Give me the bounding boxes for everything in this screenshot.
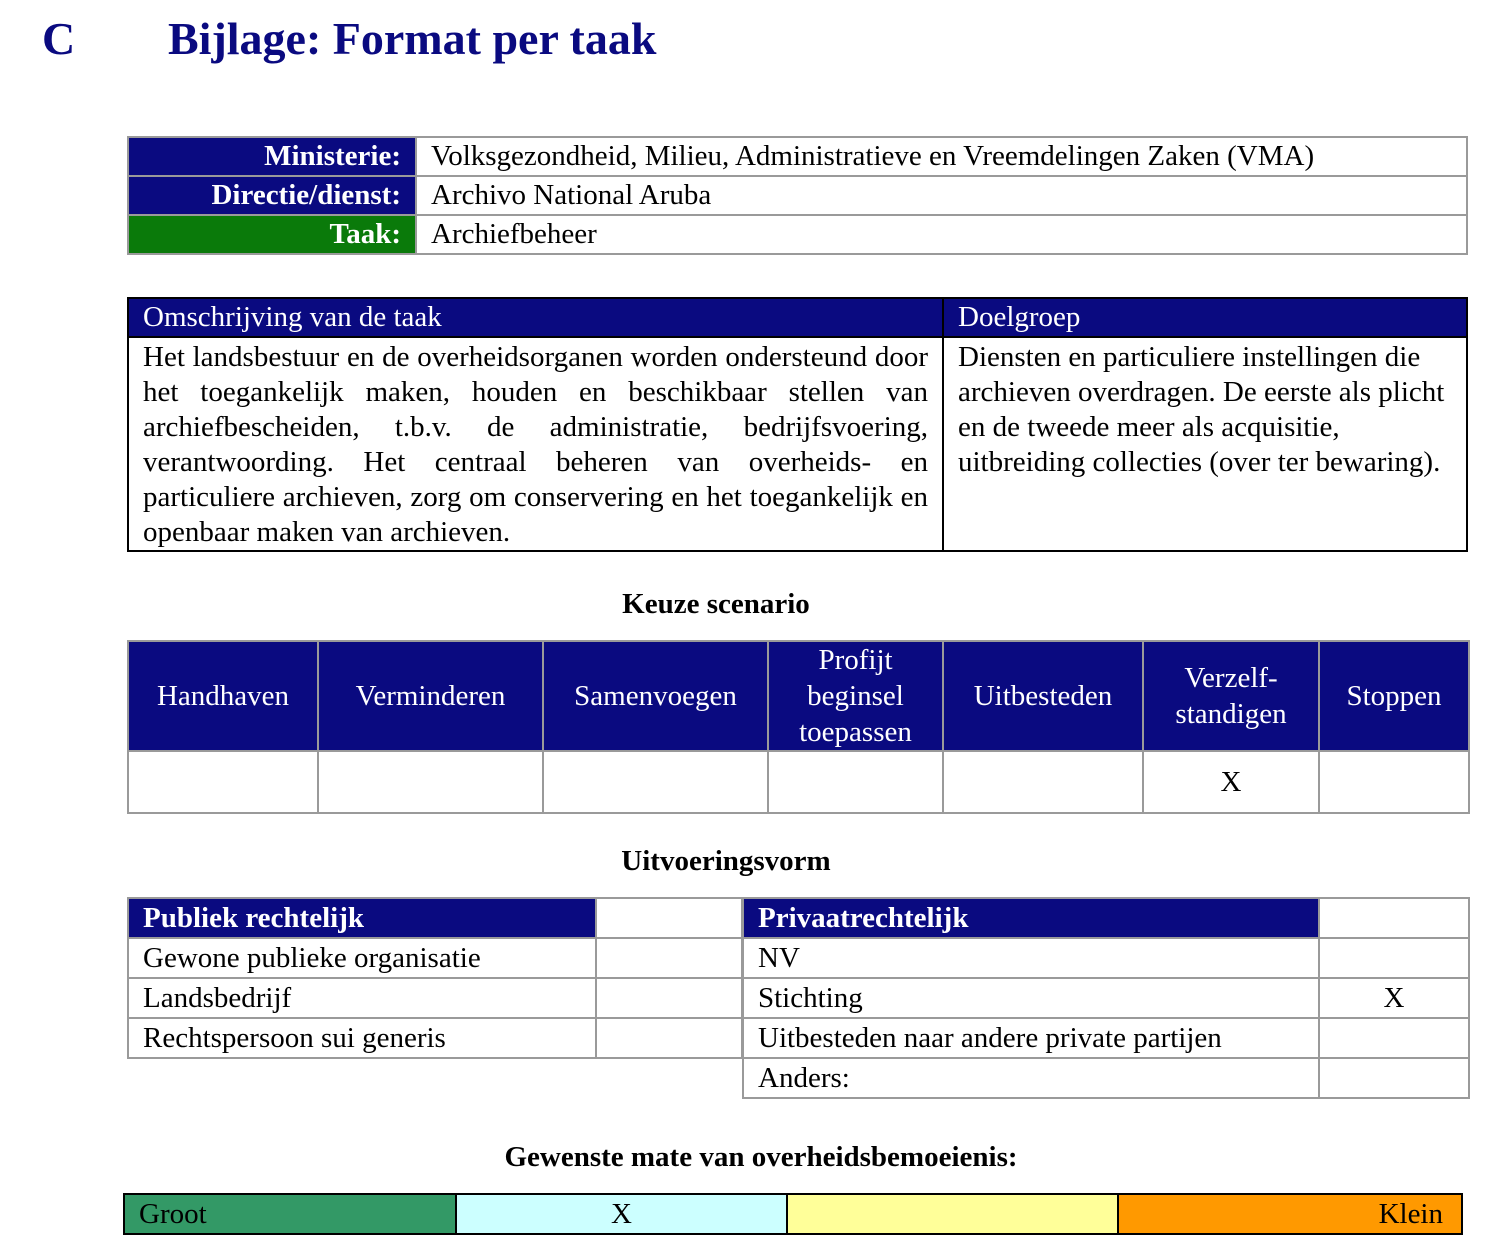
scenario-col-uitbesteden	[943, 641, 1143, 751]
publiek-header: Publiek rechtelijk	[128, 898, 596, 938]
scenario-col-label-line: Profijt	[818, 644, 893, 676]
info-row-directie	[128, 176, 1467, 215]
scenario-mark-handhaven	[128, 751, 318, 813]
scale-segment-klein: Klein	[1119, 1195, 1461, 1233]
doelgroep-header: Doelgroep	[943, 298, 1467, 337]
scenario-col-label-line: toepassen	[799, 716, 912, 748]
publiek-table	[127, 897, 743, 1059]
scenario-mark-uitbesteden	[943, 751, 1143, 813]
taak-value: Archiefbeheer	[416, 215, 1467, 254]
privaat-row-label: NV	[743, 938, 1319, 978]
privaat-row-mark	[1319, 938, 1469, 978]
taak-label: Taak:	[128, 215, 416, 254]
privaat-row-mark	[1319, 1058, 1469, 1098]
privaat-row-mark	[1319, 1018, 1469, 1058]
privaat-row-label: Uitbesteden naar andere private partijen	[743, 1018, 1319, 1058]
appendix-letter: C	[42, 13, 76, 64]
scenario-col-samenvoegen	[543, 641, 768, 751]
scenario-col-label: Handhaven	[156, 680, 290, 712]
scenario-col-label: Verminderen	[355, 680, 506, 712]
scenario-col-stoppen	[1319, 641, 1469, 751]
bemoeienis-title: Gewenste mate van overheidsbemoeienis:	[504, 1141, 1018, 1173]
publiek-row-mark	[596, 1018, 742, 1058]
privaat-row-label: Anders:	[743, 1058, 1319, 1098]
scenario-col-label-line: standigen	[1175, 698, 1287, 730]
scenario-col-handhaven	[128, 641, 318, 751]
directie-label: Directie/dienst:	[128, 176, 416, 215]
scenario-mark-stoppen	[1319, 751, 1469, 813]
scenario-mark-verminderen	[318, 751, 543, 813]
description-table	[127, 297, 1468, 552]
directie-value: Archivo National Aruba	[416, 176, 1467, 215]
task-info-table	[127, 136, 1468, 255]
scenario-title: Keuze scenario	[622, 588, 810, 620]
scenario-col-verzelfstandigen	[1143, 641, 1319, 751]
scenario-mark-samenvoegen	[543, 751, 768, 813]
scenario-table	[127, 640, 1470, 814]
scenario-col-label: Stoppen	[1346, 680, 1442, 712]
privaat-row-mark: X	[1319, 978, 1469, 1018]
scenario-col-label-line: beginsel	[807, 680, 904, 712]
privaat-header: Privaatrechtelijk	[743, 898, 1319, 938]
ministerie-label: Ministerie:	[128, 137, 416, 176]
scenario-mark-profijt	[768, 751, 943, 813]
publiek-row-mark	[596, 978, 742, 1018]
scale-segment-groot: Groot	[125, 1195, 457, 1233]
scale-segment-3	[788, 1195, 1119, 1233]
publiek-header-mark	[596, 898, 742, 938]
scenario-col-verminderen	[318, 641, 543, 751]
publiek-row-label: Landsbedrijf	[128, 978, 596, 1018]
omschrijving-header: Omschrijving van de taak	[128, 298, 943, 337]
publiek-row-label: Rechtspersoon sui generis	[128, 1018, 596, 1058]
page-title: Bijlage: Format per taak	[168, 13, 657, 64]
scenario-col-label-line: Verzelf-	[1184, 662, 1278, 694]
info-row-taak	[128, 215, 1467, 254]
doelgroep-text: Diensten en particuliere instellingen die archieven overdragen. De eerste als plicht en de tweede meer als acquisitie, uitbreiding collecties (over ter bewaring).	[943, 337, 1467, 551]
scenario-col-label: Uitbesteden	[973, 680, 1113, 712]
info-row-ministerie	[128, 137, 1467, 176]
uitvoeringsvorm-title: Uitvoeringsvorm	[621, 845, 831, 877]
publiek-row-mark	[596, 938, 742, 978]
scenario-col-label: Samenvoegen	[574, 680, 737, 712]
omschrijving-text: Het landsbestuur en de overheidsorganen worden ondersteund door het toegankelijk maken, houden en beschikbaar stellen van archiefbescheiden, t.b.v. de administratie, bedrijfsvoering, verantwoording. Het centraal beheren van overheids- en particuliere archieven, zorg om conservering en het toegankelijk en openbaar maken van archieven.	[128, 337, 943, 551]
scenario-mark-verzelfstandigen: X	[1143, 751, 1319, 813]
privaat-row-label: Stichting	[743, 978, 1319, 1018]
privaat-table	[742, 897, 1470, 1099]
ministerie-value: Volksgezondheid, Milieu, Administratieve en Vreemdelingen Zaken (VMA)	[416, 137, 1467, 176]
scenario-col-profijt	[768, 641, 943, 751]
scale-segment-2: X	[457, 1195, 788, 1233]
publiek-row-label: Gewone publieke organisatie	[128, 938, 596, 978]
privaat-header-mark	[1319, 898, 1469, 938]
bemoeienis-scale	[123, 1193, 1463, 1235]
